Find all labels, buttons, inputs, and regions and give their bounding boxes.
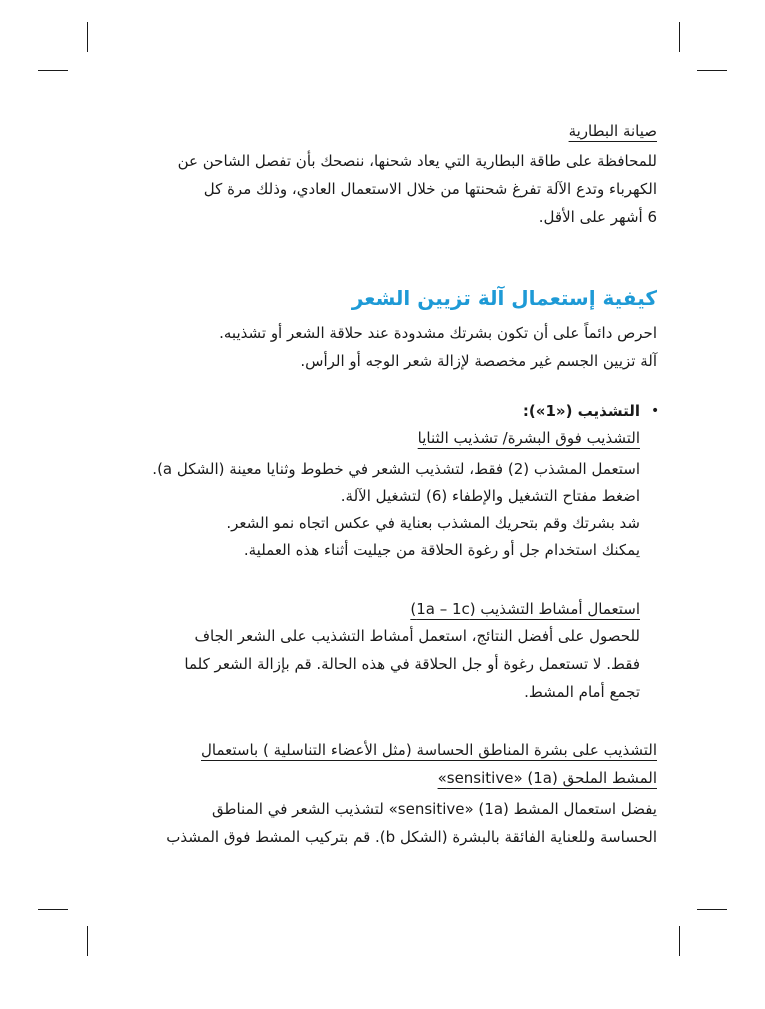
trimming-line-4: يمكنك استخدام جل أو رغوة الحلاقة من جيليت أثناء هذه العملية.	[243, 541, 640, 559]
battery-line-1: للمحافظة على طاقة البطارية التي يعاد شحنها، ننصحك بأن تفصل الشاحن عن	[177, 152, 657, 170]
trimming-bullet: •	[651, 403, 660, 419]
trimming-line-2: اضغط مفتاح التشغيل والإطفاء (6) لتشغيل الآلة.	[340, 487, 640, 505]
trimming-subtitle: التشذيب فوق البشرة/ تشذيب الثنايا	[417, 429, 640, 447]
combs-line-2: فقط. لا تستعمل رغوة أو جل الحلاقة في هذه الحالة. قم بإزالة الشعر كلما	[184, 655, 640, 673]
crop-mark-top-right-vertical	[679, 22, 680, 52]
usage-line-2: آلة تزيين الجسم غير مخصصة لإزالة شعر الوجه أو الرأس.	[300, 352, 657, 370]
crop-mark-bottom-right-horizontal	[697, 909, 727, 910]
trimming-title: التشذيب («1»):	[522, 402, 640, 420]
crop-mark-bottom-right-vertical	[679, 926, 680, 956]
sensitive-line-1: يفضل استعمال المشط (1a) «sensitive» لتشذيب الشعر في المناطق	[212, 800, 657, 818]
combs-title: استعمال أمشاط التشذيب (1a – 1c)	[410, 600, 640, 618]
usage-heading: كيفية إستعمال آلة تزيين الشعر	[351, 286, 657, 310]
trimming-line-3: شد بشرتك وقم بتحريك المشذب بعناية في عكس اتجاه نمو الشعر.	[226, 514, 640, 532]
crop-mark-top-right-horizontal	[697, 70, 727, 71]
sensitive-title-line-1: التشذيب على بشرة المناطق الحساسة (مثل الأعضاء التناسلية ) باستعمال	[201, 741, 657, 759]
battery-line-3: 6 أشهر على الأقل.	[538, 208, 657, 226]
crop-mark-top-left-vertical	[87, 22, 88, 52]
crop-mark-bottom-left-vertical	[87, 926, 88, 956]
usage-line-1: احرص دائماً على أن تكون بشرتك مشدودة عند حلاقة الشعر أو تشذيبه.	[219, 324, 657, 342]
battery-line-2: الكهرباء وتدع الآلة تفرغ شحنتها من خلال الاستعمال العادي، وذلك مرة كل	[203, 180, 657, 198]
crop-mark-top-left-horizontal	[38, 70, 68, 71]
sensitive-title-line-2: المشط الملحق (1a) «sensitive»	[437, 769, 657, 787]
trimming-line-1: استعمل المشذب (2) فقط، لتشذيب الشعر في خطوط وثنايا معينة (الشكل a).	[152, 460, 640, 478]
battery-title: صيانة البطارية	[568, 122, 657, 140]
combs-line-3: تجمع أمام المشط.	[524, 683, 640, 701]
combs-line-1: للحصول على أفضل النتائج، استعمل أمشاط التشذيب على الشعر الجاف	[194, 627, 640, 645]
crop-mark-bottom-left-horizontal	[38, 909, 68, 910]
sensitive-line-2: الحساسة وللعناية الفائقة بالبشرة (الشكل b). قم بتركيب المشط فوق المشذب	[166, 828, 657, 846]
